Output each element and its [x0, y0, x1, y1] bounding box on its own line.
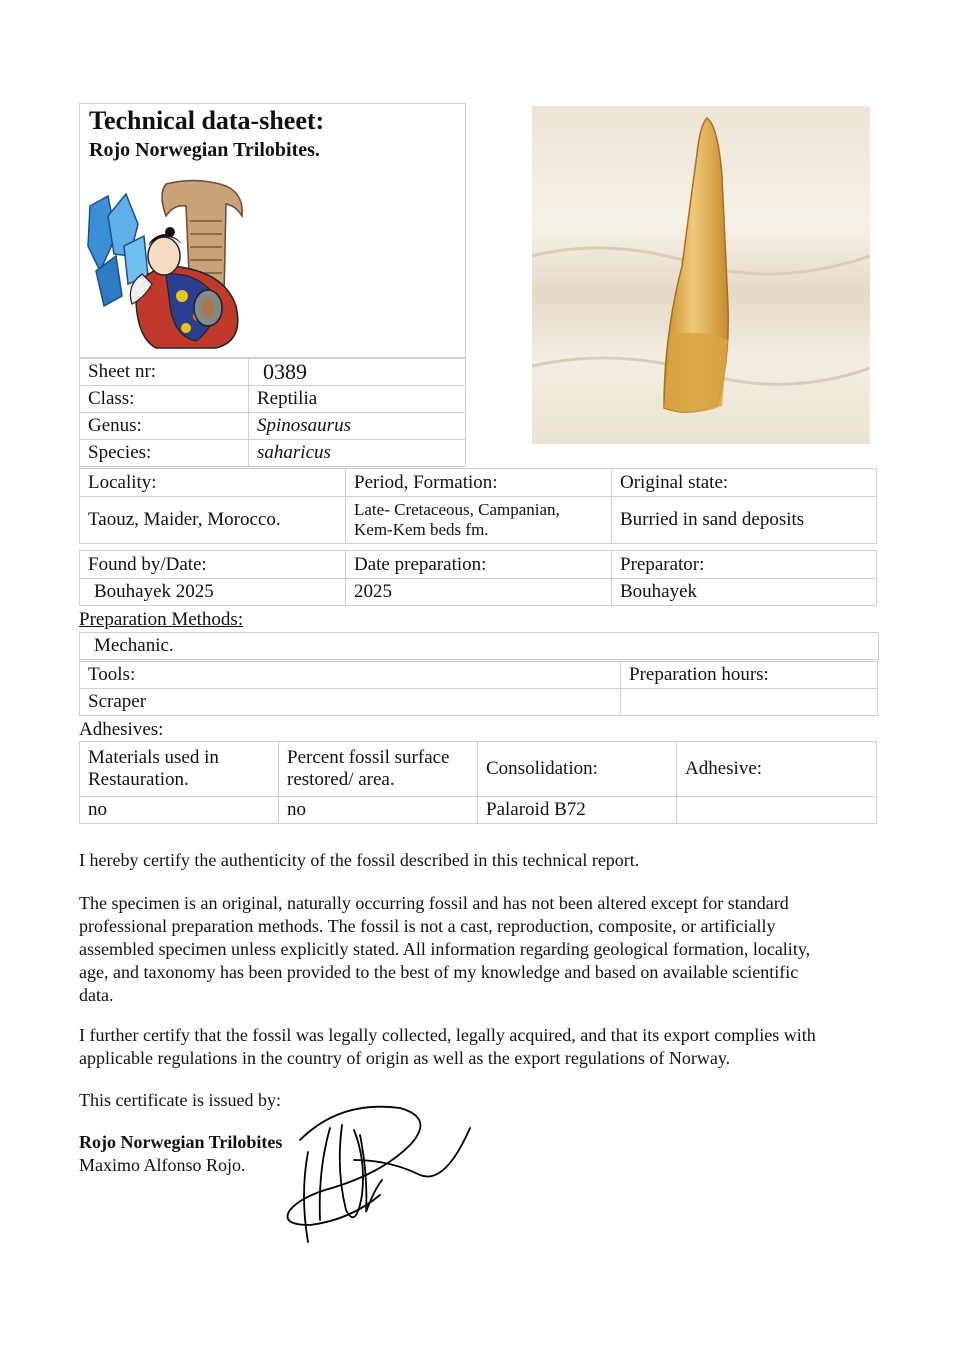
- certificate-paragraph-2-line5: data.: [79, 985, 114, 1005]
- percent-restored-label-line1: Percent fossil surface: [287, 747, 450, 768]
- preparation-methods-heading: Preparation Methods:: [79, 609, 244, 630]
- original-state-value: Burried in sand deposits: [611, 496, 877, 544]
- genus-value: Spinosaurus: [248, 412, 466, 440]
- found-by-value: Bouhayek 2025: [79, 578, 346, 606]
- tools-value: Scraper: [79, 688, 621, 716]
- preparation-hours-label: Preparation hours:: [620, 661, 878, 689]
- adhesives-heading: Adhesives:: [79, 719, 164, 740]
- class-label: Class:: [79, 385, 249, 413]
- period-label: Period, Formation:: [345, 468, 612, 497]
- certificate-paragraph-2-line4: age, and taxonomy has been provided to the best of my knowledge and based on available scientific: [79, 962, 799, 982]
- certificate-paragraph-2-line1: The specimen is an original, naturally occurring fossil and has not been altered except for standard: [79, 893, 789, 913]
- page-title: Technical data-sheet:: [89, 106, 325, 135]
- species-value: saharicus: [248, 439, 466, 467]
- certificate-paragraph-1: I hereby certify the authenticity of the fossil described in this technical report.: [79, 850, 640, 870]
- locality-value: Taouz, Maider, Morocco.: [79, 496, 346, 544]
- period-value: [345, 496, 612, 544]
- preparator-label: Preparator:: [611, 550, 877, 579]
- materials-label-line2: Restauration.: [88, 769, 189, 790]
- preparation-methods-value: Mechanic.: [79, 632, 879, 660]
- issued-by-text: This certificate is issued by:: [79, 1090, 281, 1110]
- adhesive-label: Adhesive:: [676, 741, 877, 797]
- consolidation-value: Palaroid B72: [477, 796, 677, 824]
- locality-label: Locality:: [79, 468, 346, 497]
- issuer-company: Rojo Norwegian Trilobites: [79, 1132, 283, 1152]
- certificate-paragraph-3: [79, 1024, 879, 1070]
- adhesive-value: [676, 796, 877, 824]
- found-by-label: Found by/Date:: [79, 550, 346, 579]
- class-value: Reptilia: [248, 385, 466, 413]
- original-state-label: Original state:: [611, 468, 877, 497]
- percent-restored-label: [278, 741, 478, 797]
- genus-label: Genus:: [79, 412, 249, 440]
- materials-value: no: [79, 796, 279, 824]
- period-value-line2: Kem-Kem beds fm.: [354, 520, 489, 539]
- certificate-paragraph-2-line3: assembled specimen unless explicitly stated. All information regarding geological formation, locality,: [79, 939, 811, 959]
- consolidation-label: Consolidation:: [477, 741, 677, 797]
- preparator-value: Bouhayek: [611, 578, 877, 606]
- fossil-tooth-photo: [532, 106, 870, 444]
- species-label: Species:: [79, 439, 249, 467]
- company-subtitle: Rojo Norwegian Trilobites.: [89, 139, 320, 161]
- issuer-person: Maximo Alfonso Rojo.: [79, 1155, 246, 1175]
- certificate-paragraph-2: [79, 892, 879, 1007]
- date-preparation-value: 2025: [345, 578, 612, 606]
- period-value-line1: Late- Cretaceous, Campanian,: [354, 500, 560, 519]
- preparation-hours-value: [620, 688, 878, 716]
- materials-label: [79, 741, 279, 797]
- certificate-paragraph-2-line2: professional preparation methods. The fossil is not a cast, reproduction, composite, or artificially: [79, 916, 776, 936]
- sheet-nr-label: Sheet nr:: [79, 358, 249, 386]
- signature-icon: [270, 1100, 480, 1250]
- sheet-nr-value: 0389: [248, 358, 466, 386]
- certificate-paragraph-3-line1: I further certify that the fossil was legally collected, legally acquired, and that its export complies with: [79, 1025, 816, 1045]
- certificate-paragraph-3-line2: applicable regulations in the country of origin as well as the export regulations of Norway.: [79, 1048, 731, 1068]
- materials-label-line1: Materials used in: [88, 747, 219, 768]
- date-preparation-label: Date preparation:: [345, 550, 612, 579]
- percent-restored-label-line2: restored/ area.: [287, 769, 395, 790]
- tools-label: Tools:: [79, 661, 621, 689]
- percent-restored-value: no: [278, 796, 478, 824]
- trilobite-samurai-logo-icon: [86, 176, 246, 354]
